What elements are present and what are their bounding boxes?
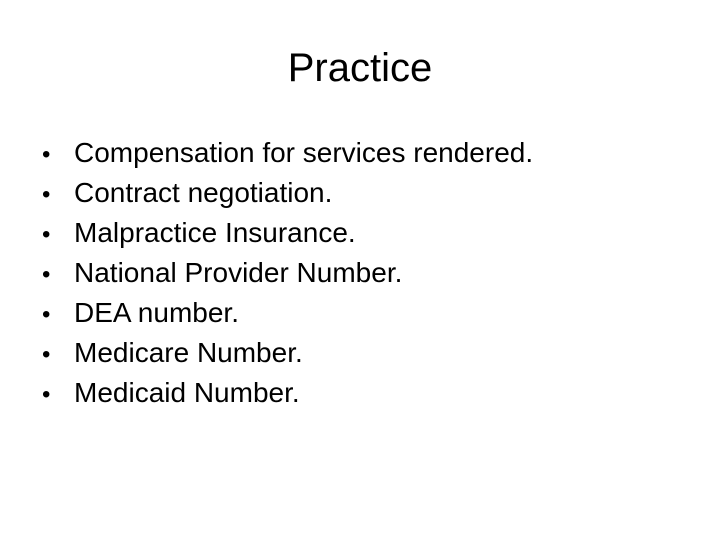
bullet-icon: • — [42, 221, 51, 248]
bullet-icon: • — [42, 381, 51, 408]
list-item — [42, 253, 533, 293]
list-item-text: Malpractice Insurance. — [74, 217, 356, 248]
list-item-text: Contract negotiation. — [74, 177, 333, 208]
bullet-icon: • — [42, 141, 51, 168]
slide-title: Practice — [287, 46, 433, 90]
list-item — [42, 293, 533, 333]
list-item — [42, 173, 533, 213]
list-item-text: National Provider Number. — [74, 257, 403, 288]
list-item-text: DEA number. — [74, 297, 239, 328]
list-item-text: Compensation for services rendered. — [74, 137, 534, 168]
bullet-icon: • — [42, 181, 51, 208]
list-item — [42, 333, 533, 373]
bullet-icon: • — [42, 261, 51, 288]
list-item-text: Medicaid Number. — [74, 377, 300, 408]
list-item — [42, 133, 533, 173]
bullet-icon: • — [42, 341, 51, 368]
bullet-icon: • — [42, 301, 51, 328]
list-item — [42, 213, 533, 253]
bullet-list — [42, 133, 533, 413]
list-item-text: Medicare Number. — [74, 337, 303, 368]
list-item — [42, 373, 533, 413]
